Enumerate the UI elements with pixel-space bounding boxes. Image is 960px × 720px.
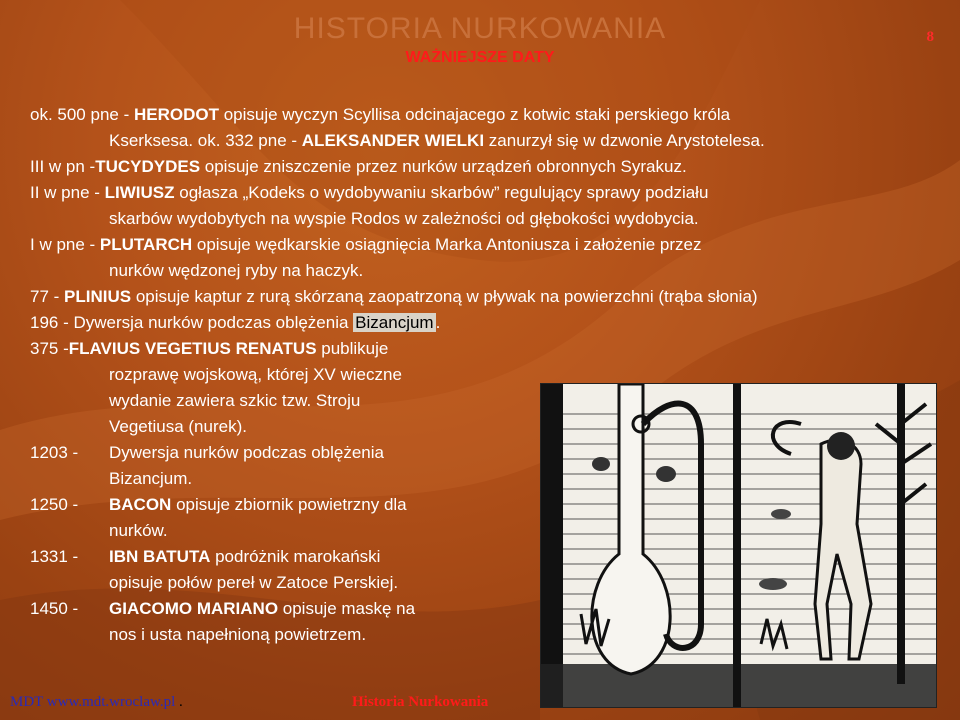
page-number: 8 (926, 29, 934, 45)
timeline-line: I w pne - PLUTARCH opisuje wędkarskie osiągnięcia Marka Antoniusza i założenie przez (30, 235, 702, 254)
timeline-line: II w pne - LIWIUSZ ogłasza „Kodeks o wydobywaniu skarbów” regulujący sprawy podziału (30, 183, 709, 202)
timeline-line: nurków wędzonej ryby na haczyk. (109, 261, 364, 280)
timeline-line: Dywersja nurków podczas oblężenia (109, 443, 384, 462)
timeline-line: Kserksesa. ok. 332 pne - ALEKSANDER WIELKI zanurzył się w dzwonie Arystotelesa. (109, 131, 765, 150)
woodcut-diving-illustration (540, 383, 937, 708)
timeline-line: skarbów wydobytych na wyspie Rodos w zależności od głębokości wydobycia. (109, 209, 699, 228)
timeline-line: 77 - PLINIUS opisuje kaptur z rurą skórzaną zaopatrzoną w pływak na powierzchni (trąba słonia) (30, 287, 758, 306)
timeline-line: ok. 500 pne - HERODOT opisuje wyczyn Scyllisa odcinajacego z kotwic staki perskiego króla (30, 105, 731, 124)
timeline-line: Vegetiusa (nurek). (109, 417, 247, 436)
timeline-line: opisuje połów pereł w Zatoce Perskiej. (109, 573, 399, 592)
timeline-line: IBN BATUTA podróżnik marokański (109, 547, 381, 566)
bizancjum-highlight: Bizancjum (355, 313, 434, 332)
timeline-line: 196 - Dywersja nurków podczas oblężenia Bizancjum . (30, 313, 441, 332)
timeline-line: III w pn -TUCYDYDES opisuje zniszczenie przez nurków urządzeń obronnych Syrakuz. (30, 157, 687, 176)
timeline-line: wydanie zawiera szkic tzw. Stroju (109, 391, 361, 410)
timeline-year: 1450 - (30, 599, 79, 618)
timeline-year: 1250 - (30, 495, 79, 514)
timeline-line: GIACOMO MARIANO opisuje maskę na (109, 599, 416, 618)
timeline-line: nos i usta napełnioną powietrzem. (109, 625, 367, 644)
timeline-line: nurków. (109, 521, 168, 540)
footer-title: Historia Nurkowania (352, 694, 489, 710)
slide-subtitle: WAŻNIEJSZE DATY (405, 49, 555, 66)
footer-website: MDT www.mdt.wroclaw.pl . (10, 694, 183, 710)
woodcut-drawing (541, 384, 936, 707)
slide-title: HISTORIA NURKOWANIA (293, 12, 667, 45)
timeline-line: rozprawę wojskową, której XV wieczne (109, 365, 402, 384)
timeline-year: 1331 - (30, 547, 79, 566)
timeline-line: BACON opisuje zbiornik powietrzny dla (109, 495, 407, 514)
timeline-line: 375 -FLAVIUS VEGETIUS RENATUS publikuje (30, 339, 389, 358)
timeline-year: 1203 - (30, 443, 79, 462)
timeline-line: Bizancjum. (109, 469, 193, 488)
